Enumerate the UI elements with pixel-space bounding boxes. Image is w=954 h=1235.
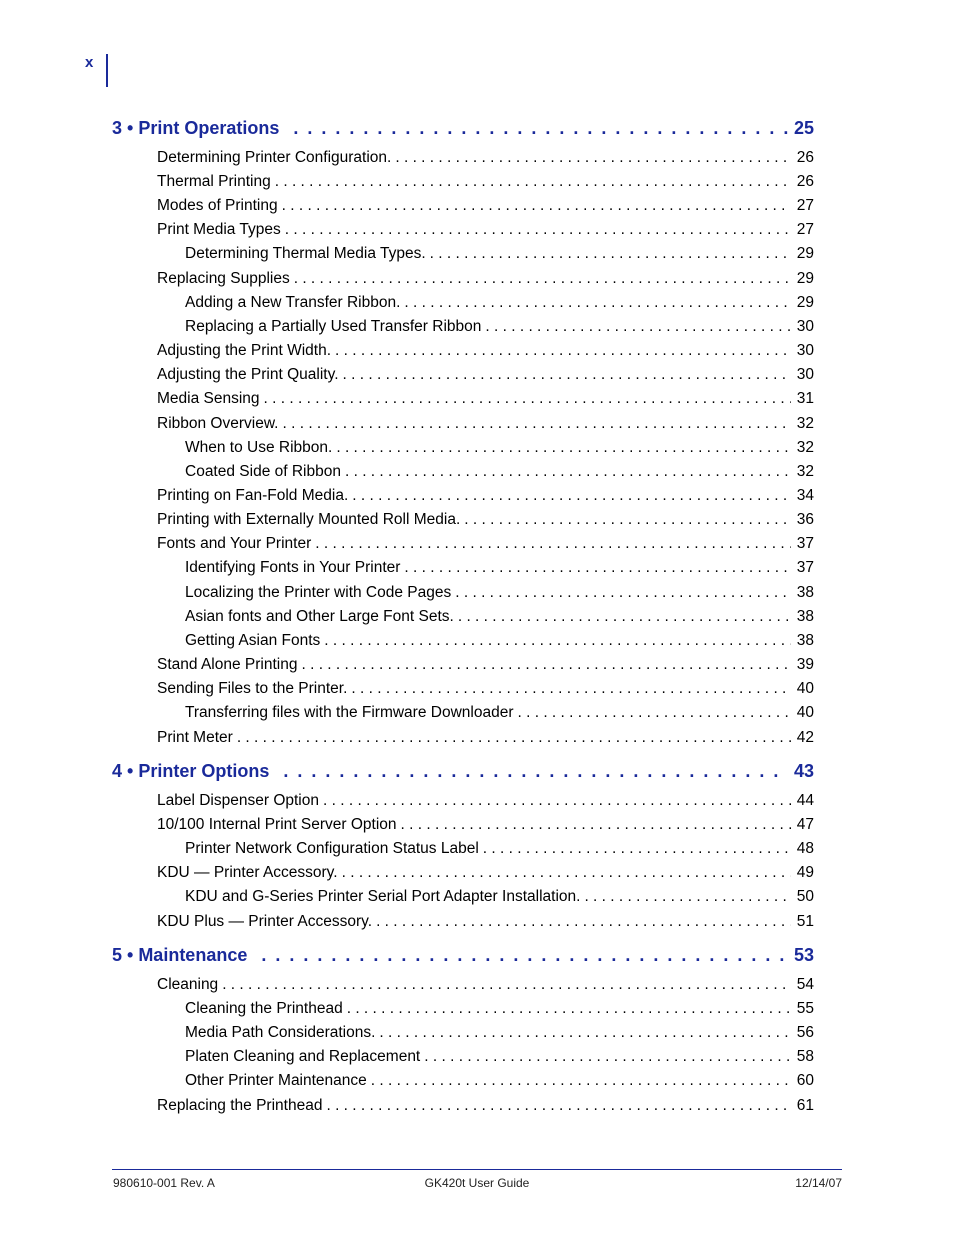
toc-entry[interactable] xyxy=(157,342,814,360)
toc-entry-page: 60 xyxy=(796,1072,814,1089)
toc-entry-page: 40 xyxy=(796,680,814,697)
toc-entry[interactable] xyxy=(185,1072,814,1090)
dot-leader xyxy=(282,415,790,433)
dot-leader xyxy=(347,1000,791,1018)
toc-entry-page: 44 xyxy=(796,792,814,809)
toc-entry-page: 30 xyxy=(796,318,814,335)
toc-entry-title: Cleaning the Printhead xyxy=(185,1000,343,1017)
dot-leader xyxy=(282,197,791,215)
toc-entry[interactable] xyxy=(185,245,814,263)
toc-entry-title: KDU Plus — Printer Accessory. xyxy=(157,913,373,930)
toc-entry[interactable] xyxy=(157,913,814,931)
toc-entry[interactable] xyxy=(157,197,814,215)
toc-entry-page: 50 xyxy=(796,888,814,905)
toc-entry-page: 51 xyxy=(796,913,814,930)
toc-entry-page: 29 xyxy=(796,245,814,262)
dot-leader xyxy=(293,118,788,139)
footer-date: 12/14/07 xyxy=(795,1176,842,1190)
toc-entry-title: Sending Files to the Printer. xyxy=(157,680,348,697)
toc-entry[interactable] xyxy=(157,270,814,288)
footer-rule xyxy=(112,1169,842,1170)
dot-leader xyxy=(345,463,791,481)
toc-entry-page: 27 xyxy=(796,197,814,214)
toc-entry-title: Cleaning xyxy=(157,976,219,993)
toc-entry-title: Media Sensing xyxy=(157,390,260,407)
toc-entry-title: Replacing a Partially Used Transfer Ribbon xyxy=(185,318,482,335)
toc-entry-page: 29 xyxy=(796,270,814,287)
toc-entry-page: 61 xyxy=(796,1097,814,1114)
footer-part-number: 980610-001 Rev. A xyxy=(113,1176,215,1190)
toc-entry[interactable] xyxy=(185,888,814,906)
toc-entry-title: Printing on Fan-Fold Media. xyxy=(157,487,349,504)
toc-entry-title: Print Media Types xyxy=(157,221,281,238)
dot-leader xyxy=(404,294,790,312)
toc-entry-page: 32 xyxy=(796,415,814,432)
dot-leader xyxy=(294,270,791,288)
dot-leader xyxy=(376,913,791,931)
dot-leader xyxy=(458,608,791,626)
dot-leader xyxy=(343,366,791,384)
toc-entry[interactable] xyxy=(157,864,814,882)
dot-leader xyxy=(264,390,791,408)
toc-entry-page: 29 xyxy=(796,294,814,311)
toc-entry-title: Fonts and Your Printer xyxy=(157,535,312,552)
toc-entry-title: Media Path Considerations. xyxy=(185,1024,376,1041)
dot-leader xyxy=(483,840,791,858)
dot-leader xyxy=(404,559,790,577)
dot-leader xyxy=(275,173,791,191)
toc-entry-title: Transferring files with the Firmware Downloader xyxy=(185,704,514,721)
dot-leader xyxy=(285,221,791,239)
toc-entry-page: 39 xyxy=(796,656,814,673)
toc-entry[interactable] xyxy=(157,729,814,747)
toc-entry[interactable] xyxy=(157,656,814,674)
toc-entry[interactable] xyxy=(157,535,814,553)
toc-entry-title: Replacing Supplies xyxy=(157,270,290,287)
dot-leader xyxy=(342,864,791,882)
toc-entry-title: Adding a New Transfer Ribbon. xyxy=(185,294,401,311)
toc-entry-page: 56 xyxy=(796,1024,814,1041)
toc-entry-page: 55 xyxy=(796,1000,814,1017)
toc-entry-page: 49 xyxy=(796,864,814,881)
toc-entry-title: Printing with Externally Mounted Roll Media. xyxy=(157,511,461,528)
toc-entry-page: 36 xyxy=(796,511,814,528)
toc-entry[interactable] xyxy=(185,840,814,858)
dot-leader xyxy=(424,1048,791,1066)
toc-entry-title: KDU and G-Series Printer Serial Port Adapter Installation. xyxy=(185,888,581,905)
toc-entry-title: Identifying Fonts in Your Printer xyxy=(185,559,401,576)
dot-leader xyxy=(335,342,791,360)
toc-entry[interactable] xyxy=(185,559,814,577)
toc-entry[interactable] xyxy=(185,1000,814,1018)
toc-entry-page: 37 xyxy=(796,559,814,576)
dot-leader xyxy=(401,816,791,834)
toc-entry-title: 3 • Print Operations xyxy=(112,118,280,138)
toc-entry-page: 37 xyxy=(796,535,814,552)
toc-entry[interactable] xyxy=(185,608,814,626)
toc-entry-title: Other Printer Maintenance xyxy=(185,1072,367,1089)
toc-entry-title: Stand Alone Printing xyxy=(157,656,298,673)
toc-entry-title: Print Meter xyxy=(157,729,233,746)
dot-leader xyxy=(464,511,791,529)
toc-entry-title: 4 • Printer Options xyxy=(112,761,270,781)
toc-entry-page: 58 xyxy=(796,1048,814,1065)
toc-entry-title: Thermal Printing xyxy=(157,173,271,190)
toc-entry-title: Adjusting the Print Width. xyxy=(157,342,332,359)
toc-entry[interactable] xyxy=(157,415,814,433)
toc-entry-page: 27 xyxy=(796,221,814,238)
toc-entry[interactable] xyxy=(157,366,814,384)
toc-entry[interactable] xyxy=(185,584,814,602)
toc-entry[interactable] xyxy=(185,632,814,650)
toc-entry[interactable] xyxy=(157,390,814,408)
toc-entry-page: 32 xyxy=(796,439,814,456)
toc-entry-title: Ribbon Overview. xyxy=(157,415,279,432)
toc-entry[interactable] xyxy=(157,976,814,994)
toc-entry-title: KDU — Printer Accessory. xyxy=(157,864,338,881)
toc-entry-page: 34 xyxy=(796,487,814,504)
toc-entry-title: Asian fonts and Other Large Font Sets. xyxy=(185,608,454,625)
toc-entry-page: 54 xyxy=(796,976,814,993)
toc-entry-page: 53 xyxy=(793,945,814,965)
toc-entry-page: 31 xyxy=(796,390,814,407)
toc-entry[interactable] xyxy=(185,1024,814,1042)
toc-entry[interactable] xyxy=(157,149,814,167)
dot-leader xyxy=(517,704,790,722)
toc-entry-page: 47 xyxy=(796,816,814,833)
toc-entry[interactable] xyxy=(157,511,814,529)
toc-entry-page: 48 xyxy=(796,840,814,857)
toc-entry-page: 30 xyxy=(796,342,814,359)
dot-leader xyxy=(237,729,791,747)
toc-entry[interactable] xyxy=(185,439,814,457)
dot-leader xyxy=(336,439,790,457)
toc-entry-title: 5 • Maintenance xyxy=(112,945,248,965)
toc-entry-page: 26 xyxy=(796,173,814,190)
dot-leader xyxy=(326,1097,790,1115)
toc-entry-title: Determining Thermal Media Types. xyxy=(185,245,426,262)
toc-entry[interactable] xyxy=(157,1097,814,1115)
toc-entry-title: Label Dispenser Option xyxy=(157,792,319,809)
toc-entry[interactable] xyxy=(185,318,814,336)
toc-entry-page: 43 xyxy=(793,761,814,781)
dot-leader xyxy=(485,318,790,336)
toc-entry-page: 32 xyxy=(796,463,814,480)
toc-entry-page: 40 xyxy=(796,704,814,721)
toc-chapter-entry[interactable] xyxy=(112,118,814,139)
dot-leader xyxy=(323,792,791,810)
toc-entry-page: 25 xyxy=(793,118,814,138)
toc-entry-title: Platen Cleaning and Replacement xyxy=(185,1048,421,1065)
toc-entry-page: 38 xyxy=(796,632,814,649)
toc-entry[interactable] xyxy=(185,1048,814,1066)
toc-entry[interactable] xyxy=(157,792,814,810)
toc-entry[interactable] xyxy=(157,816,814,834)
page-number: x xyxy=(85,54,94,71)
dot-leader xyxy=(352,487,790,505)
header-rule xyxy=(106,54,108,87)
toc-entry[interactable] xyxy=(157,173,814,191)
toc-chapter-entry[interactable] xyxy=(112,761,814,782)
dot-leader xyxy=(301,656,790,674)
toc-entry[interactable] xyxy=(157,680,814,698)
toc-entry[interactable] xyxy=(185,704,814,722)
toc-entry-title: Getting Asian Fonts xyxy=(185,632,321,649)
toc-entry-title: Printer Network Configuration Status Label xyxy=(185,840,479,857)
dot-leader xyxy=(283,761,788,782)
toc-chapter-entry[interactable] xyxy=(112,945,814,966)
toc-entry-title: Replacing the Printhead xyxy=(157,1097,323,1114)
toc-entry-title: When to Use Ribbon. xyxy=(185,439,333,456)
dot-leader xyxy=(351,680,790,698)
toc-entry[interactable] xyxy=(185,294,814,312)
dot-leader xyxy=(261,945,788,966)
toc-entry-page: 38 xyxy=(796,608,814,625)
dot-leader xyxy=(379,1024,790,1042)
dot-leader xyxy=(584,888,790,906)
toc-entry-title: Localizing the Printer with Code Pages xyxy=(185,584,452,601)
dot-leader xyxy=(430,245,791,263)
footer-guide-title: GK420t User Guide xyxy=(424,1176,530,1190)
dot-leader xyxy=(315,535,791,553)
dot-leader xyxy=(324,632,790,650)
toc-entry-page: 26 xyxy=(796,149,814,166)
toc-entry[interactable] xyxy=(157,487,814,505)
dot-leader xyxy=(455,584,791,602)
dot-leader xyxy=(222,976,791,994)
toc-entry-page: 38 xyxy=(796,584,814,601)
toc-entry-title: Coated Side of Ribbon xyxy=(185,463,341,480)
dot-leader xyxy=(371,1072,791,1090)
toc-entry-page: 30 xyxy=(796,366,814,383)
toc-entry[interactable] xyxy=(185,463,814,481)
toc-entry-title: 10/100 Internal Print Server Option xyxy=(157,816,397,833)
toc-entry-title: Adjusting the Print Quality. xyxy=(157,366,339,383)
toc-entry-title: Determining Printer Configuration. xyxy=(157,149,392,166)
toc-entry-page: 42 xyxy=(796,729,814,746)
dot-leader xyxy=(395,149,790,167)
toc-entry-title: Modes of Printing xyxy=(157,197,278,214)
toc-entry[interactable] xyxy=(157,221,814,239)
